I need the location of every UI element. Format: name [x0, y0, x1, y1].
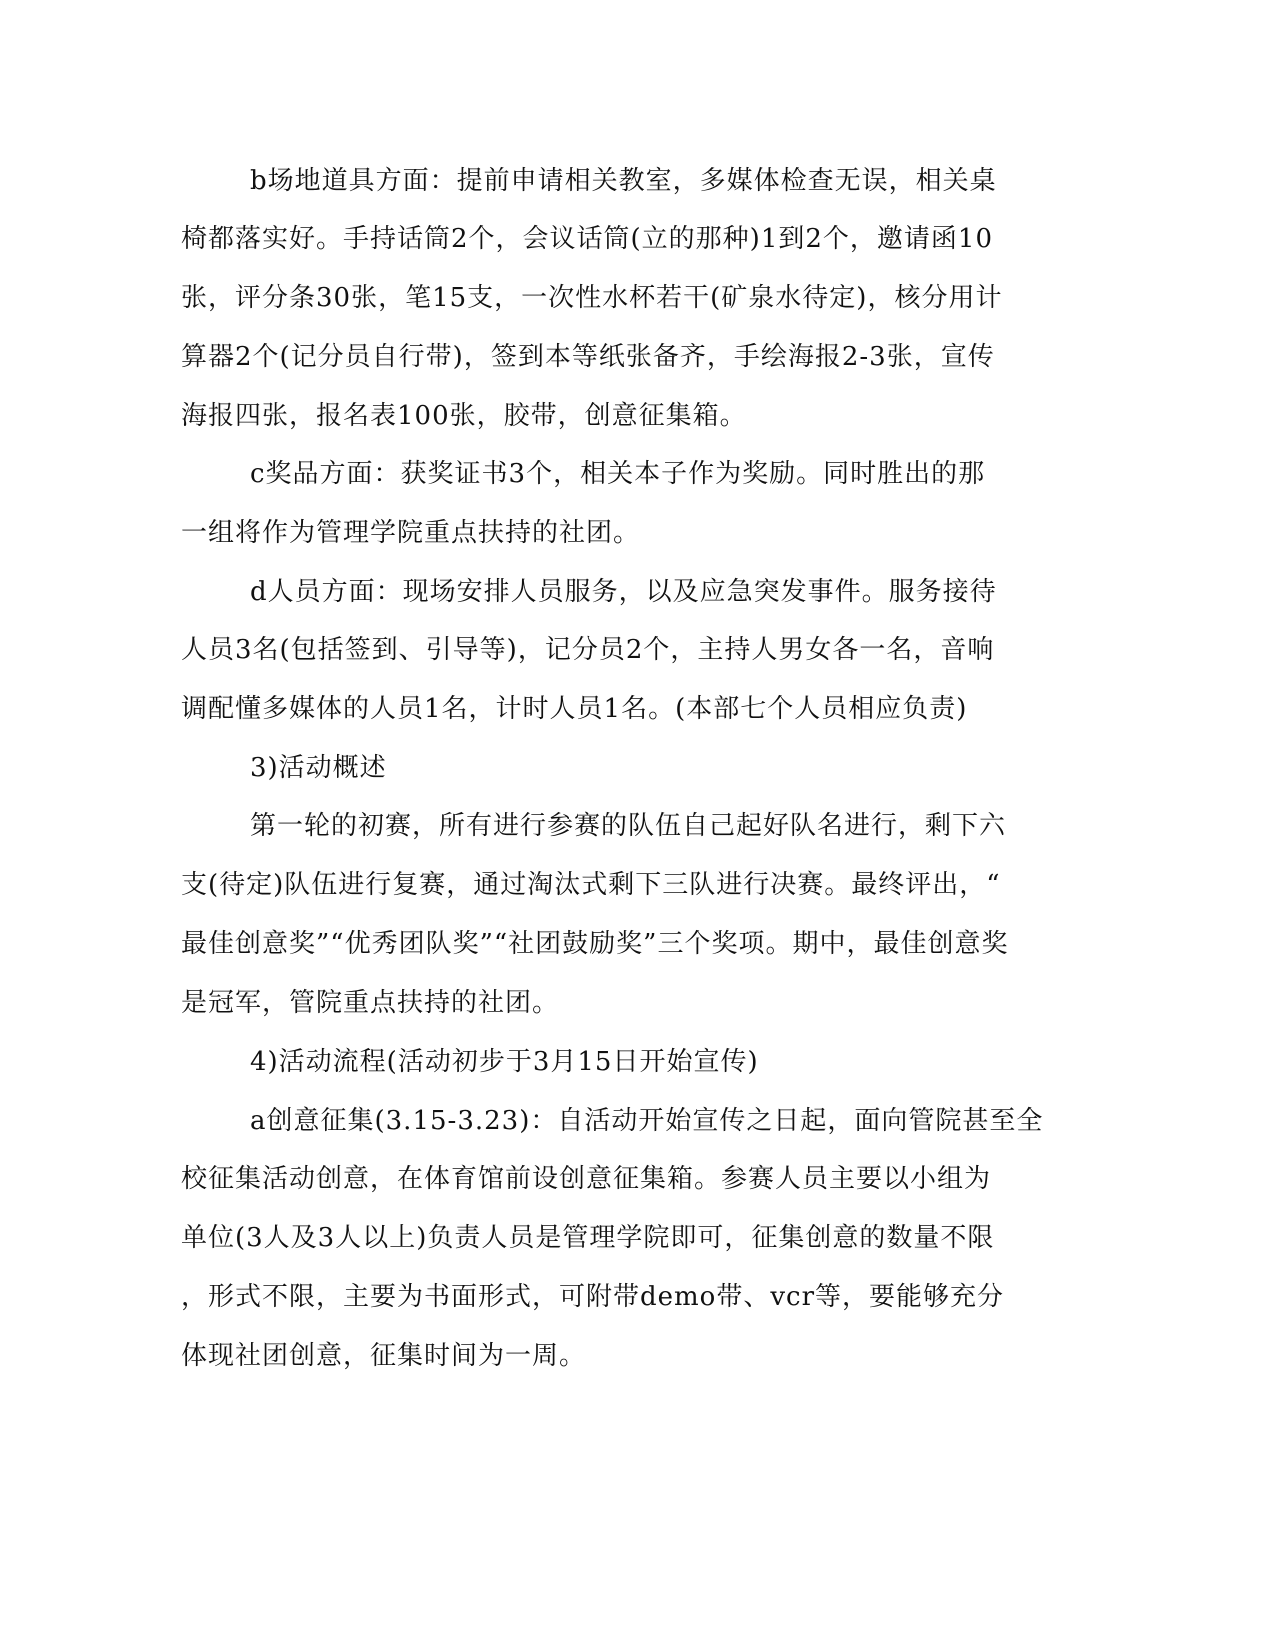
text-line: 人员3名(包括签到、引导等)，记分员2个，主持人男女各一名，音响: [181, 635, 995, 665]
text-line: d人员方面：现场安排人员服务，以及应急突发事件。服务接待: [250, 577, 997, 607]
text-line: 单位(3人及3人以上)负责人员是管理学院即可，征集创意的数量不限: [181, 1223, 995, 1253]
section-heading: 4)活动流程(活动初步于3月15日开始宣传): [250, 1047, 759, 1077]
text-line: 椅都落实好。手持话筒2个，会议话筒(立的那种)1到2个，邀请函10: [181, 224, 993, 254]
text-line: 海报四张，报名表100张，胶带，创意征集箱。: [181, 401, 747, 431]
text-line: 第一轮的初赛，所有进行参赛的队伍自己起好队名进行，剩下六: [250, 811, 1007, 841]
text-line: 支(待定)队伍进行复赛，通过淘汰式剩下三队进行决赛。最终评出，“: [181, 870, 1001, 900]
text-line: b场地道具方面：提前申请相关教室，多媒体检查无误，相关桌: [250, 166, 997, 196]
text-line: 调配懂多媒体的人员1名，计时人员1名。(本部七个人员相应负责): [181, 694, 968, 724]
text-line: a创意征集(3.15-3.23)：自活动开始宣传之日起，面向管院甚至全: [250, 1106, 1044, 1136]
section-heading: 3)活动概述: [250, 753, 387, 783]
text-line: 一组将作为管理学院重点扶持的社团。: [181, 518, 641, 548]
text-line: c奖品方面：获奖证书3个，相关本子作为奖励。同时胜出的那: [250, 459, 986, 489]
text-line: 校征集活动创意，在体育馆前设创意征集箱。参赛人员主要以小组为: [181, 1164, 992, 1194]
text-line: 算器2个(记分员自行带)，签到本等纸张备齐，手绘海报2-3张，宣传: [181, 342, 995, 372]
text-line: ，形式不限，主要为书面形式，可附带demo带、vcr等，要能够充分: [181, 1282, 1005, 1312]
text-line: 是冠军，管院重点扶持的社团。: [181, 988, 560, 1018]
text-line: 体现社团创意，征集时间为一周。: [181, 1341, 587, 1371]
text-line: 张，评分条30张，笔15支，一次性水杯若干(矿泉水待定)，核分用计: [181, 283, 1003, 313]
text-line: 最佳创意奖”“优秀团队奖”“社团鼓励奖”三个奖项。期中，最佳创意奖: [181, 929, 1009, 959]
